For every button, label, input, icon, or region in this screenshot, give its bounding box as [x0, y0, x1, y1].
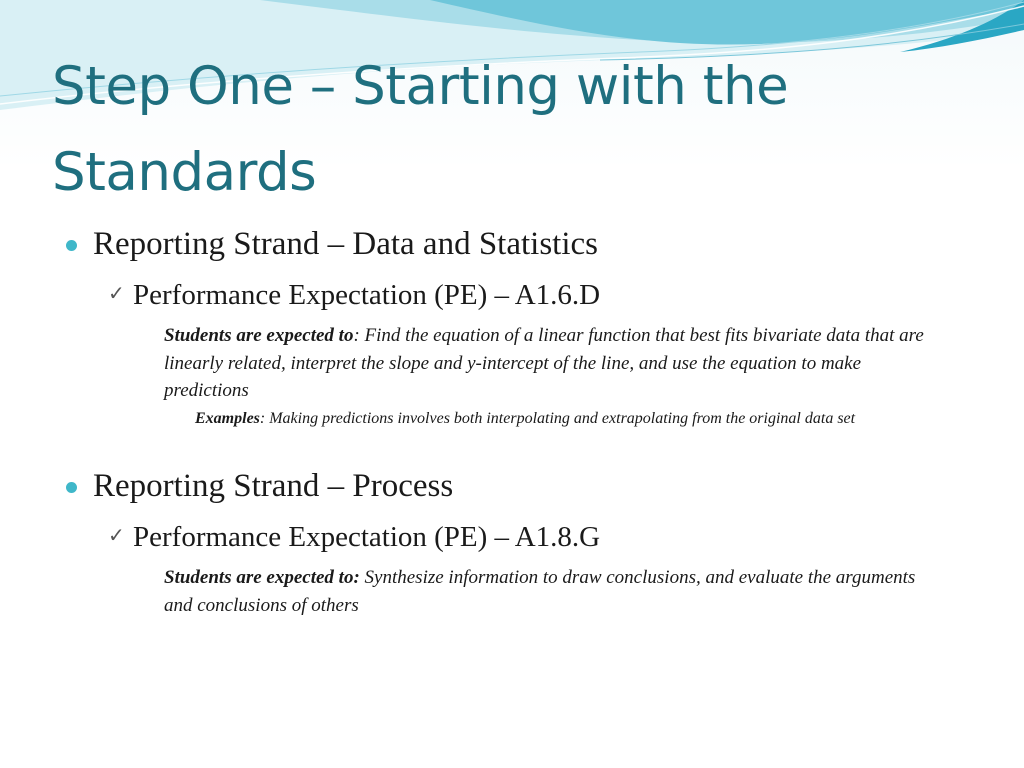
slide-title: Step One – Starting with the Standards — [52, 56, 789, 203]
section-2-heading: Reporting Strand – Process — [93, 468, 454, 504]
section-2-pe-item — [108, 521, 988, 557]
bullet-dot-icon — [66, 240, 77, 251]
section-2-expectation-lead: Students are expected to: — [164, 567, 360, 588]
section-1-examples — [195, 407, 935, 432]
section-1-expectation-lead: Students are expected to — [164, 325, 354, 346]
section-1-examples-text: : Making predictions involves both interpolating and extrapolating from the original data set — [259, 410, 856, 427]
section-2-expectation-text: Synthesize information to draw conclusions, and evaluate the arguments and conclusions of others — [164, 567, 916, 616]
section-2-heading-item — [66, 468, 986, 508]
section-1-examples-lead: Examples — [195, 410, 260, 427]
section-1-expectation — [164, 322, 934, 405]
checkmark-icon: ✓ — [108, 523, 125, 547]
section-1-heading: Reporting Strand – Data and Statistics — [93, 226, 599, 262]
section-1-expectation-text: : Find the equation of a linear function that best fits bivariate data that are linearly related, interpret the slope and y-intercept of the line, and use the equation to make predictions — [164, 325, 924, 401]
checkmark-icon: ✓ — [108, 281, 125, 305]
section-1-pe: Performance Expectation (PE) – A1.6.D — [133, 279, 601, 311]
section-2-expectation — [164, 564, 934, 619]
section-1-heading-item — [66, 226, 986, 266]
section-1-pe-item — [108, 279, 988, 315]
bullet-dot-icon — [66, 482, 77, 493]
section-2-pe: Performance Expectation (PE) – A1.8.G — [133, 521, 601, 553]
